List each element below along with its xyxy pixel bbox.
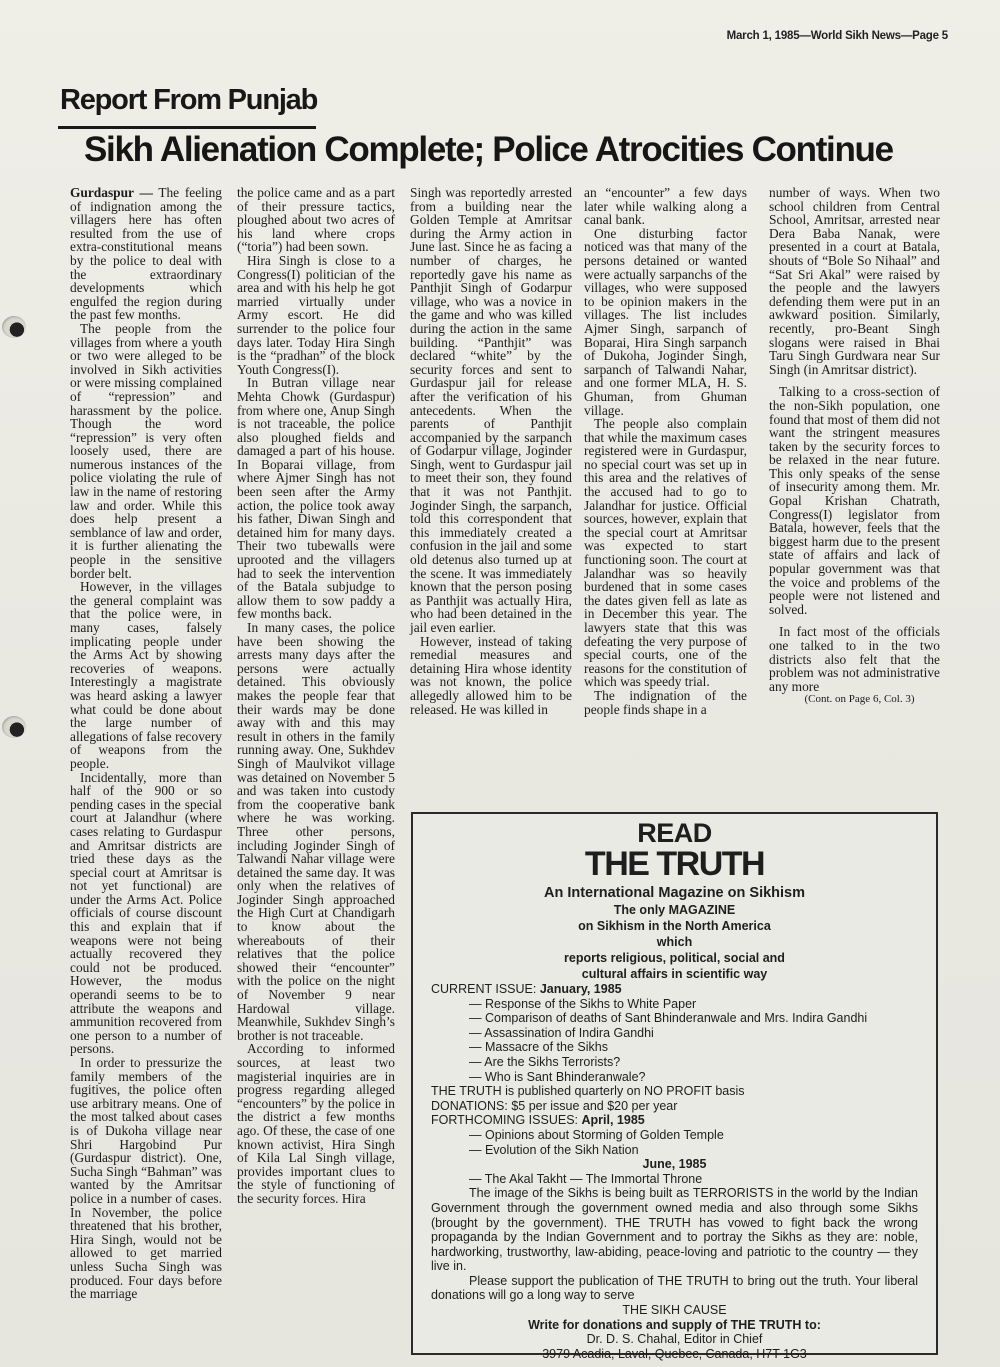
article-paragraph: Incidentally, more than half of the 900 or so pending cases in the special court at Jalandhur (where cases relating to Gurdaspur and Amritsar districts are tried these days as the special court at Amritsar is not yet functional) are under the Arms Act. Police officials of course discount this and explain that if weapons were not being actually recovered they could not be produced. However, the modus operandi seems to be to attribute the weapons and ammunition recovered from one person to a number of persons. bbox=[70, 769, 222, 1057]
ad-tagline: reports religious, political, social and bbox=[564, 951, 785, 965]
issue-item: — Opinions about Storming of Golden Temple bbox=[469, 1127, 724, 1142]
headline: Sikh Alienation Complete; Police Atrocities Continue bbox=[84, 130, 893, 169]
ad-tagline: cultural affairs in scientific way bbox=[581, 967, 768, 981]
issue-item: — Comparison of deaths of Sant Bhinderanwale and Mrs. Indira Gandhi bbox=[469, 1011, 868, 1026]
ad-read-label: READ bbox=[637, 818, 712, 848]
article-paragraph: an “encounter” a few days later while walking along a canal bank. bbox=[584, 185, 747, 228]
kicker-underline bbox=[58, 126, 316, 129]
article-paragraph: Gurdaspur — The feeling of indignation among the villagers here has often resulted from the use of extra-constitutional means by the police to deal with the extraordinary developments which engulfed the region during the past few months. bbox=[70, 185, 223, 323]
article-paragraph: In Butran village near Mehta Chowk (Gurdaspur) from where one, Anup Singh is not traceable, the police also ploughed fields and damaged a part of his house. In Boparai village, from where Ajmer Singh has not been seen after the Army action, the police took away his father, Diwan Singh and detained him for many days. Their two tubewalls were uprooted and the villagers had to seek the intervention of the Batala subjudge to allow them to sow paddy a few months back. bbox=[237, 375, 395, 622]
address-line: 3979 Acadia, Laval, Quebec, Canada, H7T 1G3 bbox=[542, 1346, 807, 1361]
continuation-note: (Cont. on Page 6, Col. 3) bbox=[804, 693, 915, 706]
ad-body bbox=[413, 982, 936, 1361]
ad-paragraph: The image of the Sikhs is being built as TERRORISTS in the world by the Indian Government through the government owned media and also through some Sikhs (brought by the government). THE TRUTH has vowed to fight back the wrong propaganda by the Indian Government and to portray the Sikhs as they are: noble, hardworking, trustworthy, law-abiding, peace-loving and patriotic to the country — they live in. bbox=[431, 1186, 918, 1274]
article-paragraph: The people from the villages from where a youth or two were alleged to be involved in Sikh activities or were missing complained of “repression” and harassment by the police. Though the word “repression” is very often loosely used, there are numerous instances of the police violating the rule of law in the name of restoring law and order. While this does help present a semblance of law and order, it is further alienating the people in the sensitive border belt. bbox=[70, 320, 222, 581]
issue-item: — The Akal Takht — The Immortal Throne bbox=[469, 1171, 703, 1186]
donations-note: DONATIONS: $5 per issue and $20 per year bbox=[431, 1098, 678, 1113]
current-issue-line: CURRENT ISSUE: January, 1985 bbox=[431, 982, 622, 996]
article-column-1 bbox=[70, 186, 222, 1301]
issue-item: — Who is Sant Bhinderanwale? bbox=[469, 1069, 646, 1084]
article-paragraph: However, in the villages the general complaint was that the police were, in many cases, falsely implicating people under the Arms Act by showing recoveries of weapons. Interestingly a magistrate was heard asking a lawyer what could be done about the large number of allegations of false recovery of weapons from the people. bbox=[70, 579, 222, 771]
june-label: June, 1985 bbox=[642, 1157, 707, 1172]
issue-item: — Are the Sikhs Terrorists? bbox=[469, 1054, 621, 1069]
advertisement-box bbox=[411, 812, 938, 1361]
issue-item: — Massacre of the Sikhs bbox=[469, 1040, 608, 1055]
forthcoming-line: FORTHCOMING ISSUES: April, 1985 bbox=[431, 1113, 645, 1128]
article-paragraph: In fact most of the officials one talked to in the two districts also felt that the problem was not administrative any more bbox=[769, 624, 940, 694]
article-column-2 bbox=[237, 186, 395, 1206]
article-paragraph: In order to pressurize the family members of the fugitives, the police often use arbitrary means. One of the most talked about cases is of Dukoha village near Shri Hargobind Pur (Gurdaspur district). One, Sucha Singh “Bahman” was wanted by the Amritsar police in a number of cases. In November, the police threatened that his brother, Hira Singh, would not be allowed to get married unless Sucha Singh was produced. Four days before the marriage bbox=[70, 1055, 222, 1302]
ad-tagline: The only MAGAZINE bbox=[613, 903, 736, 917]
article-column-4 bbox=[584, 186, 747, 716]
issue-item: — Evolution of the Sikh Nation bbox=[469, 1142, 639, 1157]
article-paragraph: Hira Singh is close to a Congress(I) politician of the area and with his help he got married virtually under Army escort. He did surrender to the police four days later. Today Hira Singh is the “pradhan” of the block Youth Congress(I). bbox=[237, 252, 395, 377]
published-note: THE TRUTH is published quarterly on NO PROFIT basis bbox=[431, 1084, 745, 1099]
ad-tagline: which bbox=[656, 935, 693, 949]
editor-line: Dr. D. S. Chahal, Editor in Chief bbox=[586, 1332, 763, 1347]
punch-hole bbox=[2, 716, 26, 738]
ad-tagline: on Sikhism in the North America bbox=[578, 919, 771, 933]
article-paragraph: One disturbing factor noticed was that many of the persons detained or wanted were actually sarpanchs of the villages, who were supposed to be opinion makers in the villages. The list includes Ajmer Singh, sarpanch of Boparai, Hira Singh sarpanch of Dukoha, Joginder Singh, sarpanch of Talwandi Nahar, and one former MLA, H. S. Ghuman, from Ghuman village. bbox=[584, 225, 747, 418]
sikh-cause: THE SIKH CAUSE bbox=[622, 1303, 727, 1318]
article-paragraph: Singh was reportedly arrested from a building near the Golden Temple at Amritsar during the Army action in June last. Since he as facing a number of charges, he reportedly gave his name as Panthjit Singh of Godarpur village, who was a novice in the game and who was killed during the action in the same building. “Panthjit” was declared “white” by the security forces and sent to Gurdaspur jail for release after the verification of his antecedents. When the parents of Panthjit accompanied by the sarpanch of Godarpur village, Joginder Singh, went to Gurdaspur jail to meet their son, they found that it was not Panthjit. Joginder Singh, the sarpanch, told this correspondent that this immediately created a confusion in the jail and some old detenus also turned up at the scene. It was immediately known that the person posing as Panthjit was actually Hira, who had been detained in the jail even earlier. bbox=[410, 185, 572, 635]
article-paragraph: In many cases, the police have been showing the arrests many days after the persons were actually detained. This obviously makes the people fear that their wards may be done away with and this may result in others in the family running away. One, Sukhdev Singh of Maulvikot village was detained on November 5 and was taken into custody from the cooperative bank where he was working. Three other persons, including Joginder Singh of Talwandi Nahar village were detained the same day. It was only when the relatives of Joginder Singh approached the High Curt at Chandigarh to know about the whereabouts of their relatives that the police showed their “encounter” with the police on the night of November 9 near Hardowal village. Meanwhile, Sukhdev Singh’s brother is not traceable. bbox=[237, 620, 395, 1043]
ad-subtitle: An International Magazine on Sikhism bbox=[543, 885, 806, 901]
ad-title: THE TRUTH bbox=[584, 845, 765, 883]
section-kicker: Report From Punjab bbox=[60, 84, 318, 116]
write-for-line: Write for donations and supply of THE TRUTH to: bbox=[528, 1317, 821, 1332]
punch-hole bbox=[2, 316, 26, 338]
article-paragraph: the police came and as a part of their pressure tactics, ploughed about two acres of his land where crops (“toria”) had been sown. bbox=[237, 185, 395, 255]
issue-item: — Assassination of Indira Gandhi bbox=[469, 1025, 654, 1040]
page-header: March 1, 1985—World Sikh News—Page 5 bbox=[726, 30, 948, 42]
article-column-3 bbox=[410, 186, 572, 716]
article-paragraph: Talking to a cross-section of the non-Sikh population, one found that most of them did not want the stringent measures taken by the security forces to be relaxed in the near future. This only speaks of the sense of insecurity among them. Mr. Gopal Krishan Chatrath, Congress(I) legislator from Batala, however, feels that the biggest harm due to the present state of affairs and lack of popular government was that the voice and problems of the people were not listened and solved. bbox=[769, 384, 940, 617]
article-paragraph: The people also complain that while the maximum cases registered were in Gurdaspur, no special court was set up in this area and the relatives of the accused had to go to Jalandhar for justice. Official sources, however, explain that the special court at Amritsar was expected to start functioning soon. The court at Jalandhar was so heavily burdened that in some cases the dates given fell as late as in December this year. The lawyers state that this was defeating the very purpose of special courts, one of the reasons for the constitution of which was speedy trial. bbox=[584, 416, 747, 690]
dateline: Gurdaspur — bbox=[70, 185, 153, 200]
ad-paragraph: Please support the publication of THE TRUTH to bring out the truth. Your liberal donations will go a long way to serve bbox=[431, 1273, 918, 1303]
issue-item: — Response of the Sikhs to White Paper bbox=[469, 996, 697, 1011]
article-paragraph: number of ways. When two school children from Central School, Amritsar, arrested near Dera Baba Nanak, were presented in a court at Batala, shouts of “Bole So Nihaal” and “Sat Sri Akal” were raised by the people and the lawyers defending them were put in an awkward position. Similarly, recently, pro-Beant Singh slogans were raised in Bhai Taru Singh Gurdwara near Sur Singh (in Amritsar district). bbox=[769, 185, 940, 377]
article-paragraph: However, instead of taking remedial measures and detaining Hira whose identity was not known, the police allegedly allowed him to be released. He was killed in bbox=[410, 633, 572, 717]
article-paragraph: The indignation of the people finds shape in a bbox=[584, 687, 747, 717]
article-column-5 bbox=[769, 186, 940, 707]
article-paragraph: According to informed sources, at least two magisterial inquiries are in progress regarding alleged “encounters” by the police in the district a few months ago. Of these, the case of one known activist, Hira Singh of Kila Lal Singh village, provides important clues to the style of functioning of the security forces. Hira bbox=[237, 1041, 395, 1206]
